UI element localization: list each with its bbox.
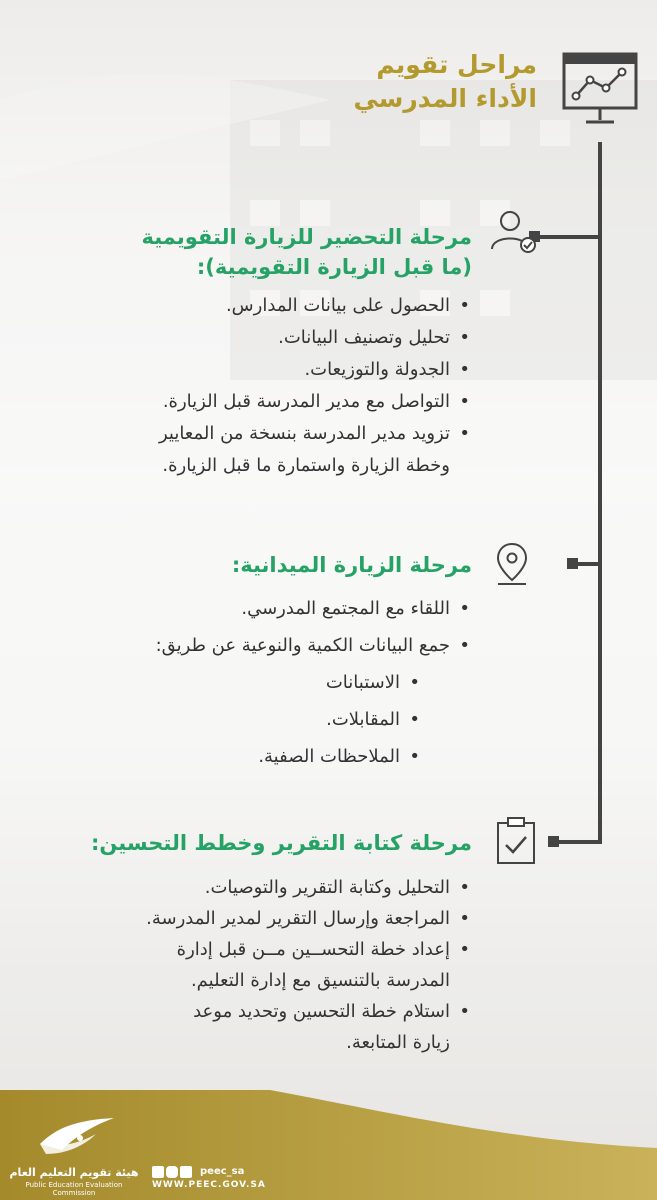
twitter-icon[interactable]: [180, 1166, 192, 1178]
section-title-preparation-line2: (ما قبل الزيارة التقويمية):: [196, 255, 472, 279]
section-title-report-line1: مرحلة كتابة التقرير وخطط التحسين:: [91, 831, 472, 855]
location-pin-icon: [492, 540, 532, 586]
timeline-connector-2: [570, 562, 602, 566]
monitor-chart-icon: [560, 50, 640, 128]
section-title-preparation: [141, 222, 472, 282]
list-item: • اللقاء مع المجتمع المدرسي.: [156, 590, 472, 627]
section-title-field-visit-line1: مرحلة الزيارة الميدانية:: [231, 553, 472, 577]
sub-list-item: • الملاحظات الصفية.: [156, 738, 472, 775]
page-title-line2: الأداء المدرسي: [353, 84, 537, 113]
section-title-field-visit: [232, 550, 472, 580]
user-check-icon: [488, 205, 540, 257]
page-title: [354, 48, 538, 116]
list-item: • الحصول على بيانات المدارس.: [159, 290, 472, 322]
peec-logo-icon: [36, 1110, 118, 1162]
section-title-preparation-line1: مرحلة التحضير للزيارة التقويمية: [141, 225, 472, 249]
clipboard-check-icon: [494, 815, 538, 865]
list-item: • التحليل وكتابة التقرير والتوصيات.: [146, 872, 472, 903]
social-handle[interactable]: peec_sa: [200, 1166, 245, 1177]
list-item-continuation: المدرسة بالتنسيق مع إدارة التعليم.: [190, 970, 450, 991]
instagram-icon[interactable]: [166, 1166, 178, 1178]
list-item: • تزويد مدير المدرسة بنسخة من المعايير: [159, 418, 472, 450]
list-item: • تحليل وتصنيف البيانات.: [159, 322, 472, 354]
timeline-connector-1: [532, 235, 602, 239]
org-name-english: Public Education Evaluation Commission: [25, 1181, 123, 1197]
timeline-connector-3: [551, 840, 602, 844]
section-title-report: [91, 828, 472, 858]
sub-list-item: • المقابلات.: [156, 701, 472, 738]
field-visit-list: [156, 590, 472, 775]
list-item: • إعداد خطة التحســين مــن قبل إدارة: [146, 934, 472, 965]
list-item: • الجدولة والتوزيعات.: [159, 354, 472, 386]
facebook-icon[interactable]: [152, 1166, 164, 1178]
list-item-continuation: زيارة المتابعة.: [346, 1032, 450, 1053]
list-item: • التواصل مع مدير المدرسة قبل الزيارة.: [159, 386, 472, 418]
list-item: • المراجعة وإرسال التقرير لمدير المدرسة.: [146, 903, 472, 934]
org-name-arabic: هيئة تقويم التعليم العام: [9, 1166, 139, 1179]
list-item: • جمع البيانات الكمية والنوعية عن طريق:: [156, 627, 472, 664]
preparation-list: [159, 290, 472, 482]
sub-list-item: • الاستبانات: [156, 664, 472, 701]
page-title-line1: مراحل تقويم: [376, 50, 537, 79]
report-list: [146, 872, 472, 1058]
timeline-line: [598, 142, 602, 842]
website-link[interactable]: WWW.PEEC.GOV.SA: [152, 1180, 266, 1190]
list-item-continuation: وخطة الزيارة واستمارة ما قبل الزيارة.: [162, 455, 450, 476]
list-item: • استلام خطة التحسين وتحديد موعد: [146, 996, 472, 1027]
